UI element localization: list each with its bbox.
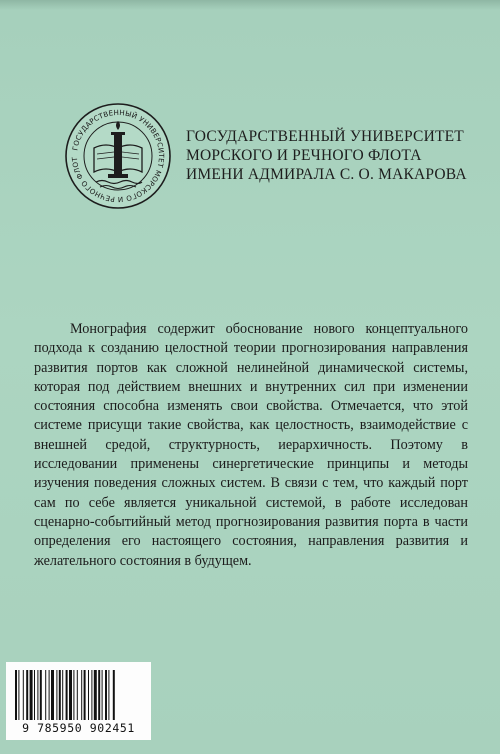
seal-ring-text: ГОСУДАРСТВЕННЫЙ УНИВЕРСИТЕТ МОРСКОГО И РЕЧНОГО ФЛОТ — [69, 107, 167, 205]
barcode-bar — [94, 670, 97, 720]
university-logo-seal — [64, 102, 172, 210]
barcode-bar — [81, 670, 82, 720]
barcode-bar — [88, 670, 89, 720]
barcode-bar — [30, 670, 33, 720]
barcode-bar — [59, 670, 61, 720]
barcode-bar — [49, 670, 50, 720]
barcode-bar — [108, 670, 109, 720]
isbn-digits: 9 785950 902451 — [22, 721, 135, 735]
seal-emblem-icon — [64, 102, 172, 210]
barcode-bar — [23, 670, 24, 720]
barcode-bar — [98, 670, 100, 720]
isbn-barcode — [6, 662, 151, 740]
barcode-bar — [69, 670, 72, 720]
university-name-line-3: ИМЕНИ АДМИРАЛА С. О. МАКАРОВА — [186, 166, 467, 183]
barcode-bar — [45, 670, 46, 720]
barcode-bar — [15, 670, 17, 720]
barcode-bar — [105, 670, 107, 720]
university-name-line-1: ГОСУДАРСТВЕННЫЙ УНИВЕРСИТЕТ — [186, 128, 464, 145]
barcode-bar — [34, 670, 35, 720]
university-name — [186, 127, 467, 184]
barcode-bar — [113, 670, 115, 720]
barcode-bar — [18, 670, 19, 720]
barcode-bar — [66, 670, 68, 720]
barcode-bar — [73, 670, 74, 720]
monograph-abstract: Монография содержит обоснование нового концептуального подхода к созданию целостной теории прогнозирования направления развития портов как сложной нелинейной динамической системы, которая под действием внешних и внутренних сил при изменении состояния способна изменять свои свойства. Отмечается, что этой системе присущи такие свойства, как целостность, взаимодействие с внешней средой, структурность, иерархичность. Поэтому в исследовании применены синергетические принципы и методы изучения поведения сложных систем. В связи с тем, что каждый порт сам по себе является уникальной системой, в работе исследован сценарно-событийный метод прогнозирования развития порта в части определения его настоящего состояния, направления развития и желательного состояния в будущем. — [34, 321, 468, 569]
top-edge-shadow — [0, 0, 500, 10]
barcode-bar — [102, 670, 103, 720]
barcode-bar — [56, 670, 57, 720]
barcode-bar — [77, 670, 78, 720]
barcode-bar — [40, 670, 42, 720]
barcode-bar — [84, 670, 86, 720]
barcode-bar — [26, 670, 28, 720]
barcode-bars — [15, 670, 142, 720]
university-name-line-2: МОРСКОГО И РЕЧНОГО ФЛОТА — [186, 147, 422, 164]
barcode-bar — [37, 670, 38, 720]
barcode-bar — [62, 670, 63, 720]
barcode-bar — [51, 670, 54, 720]
barcode-bar — [91, 670, 92, 720]
